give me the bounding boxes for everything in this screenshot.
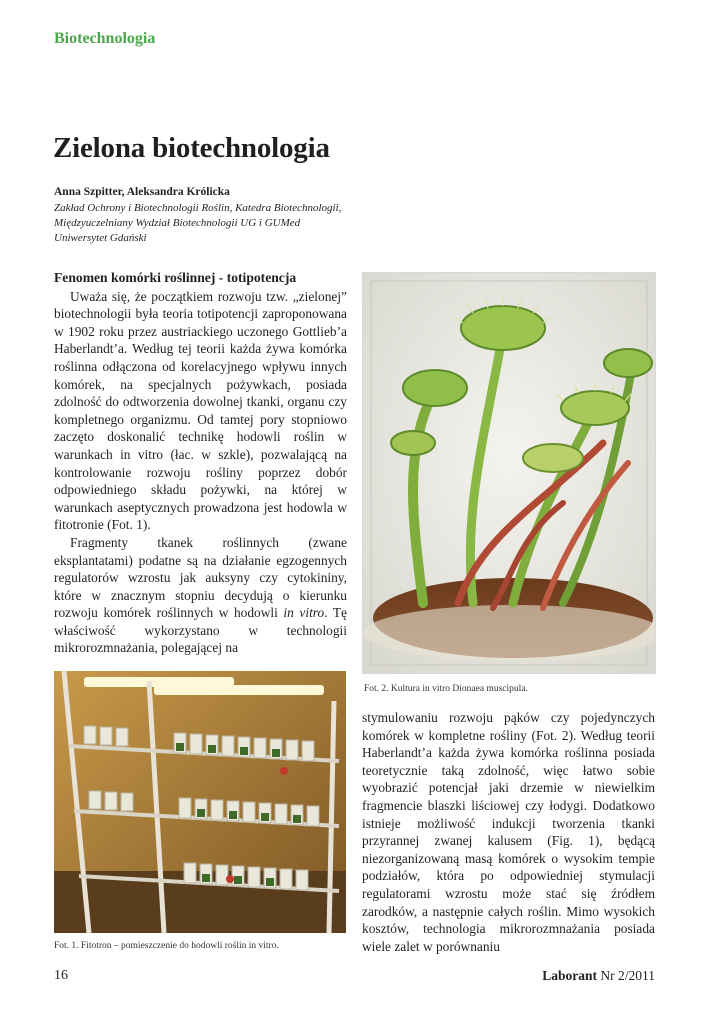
photo-2-caption: Fot. 2. Kultura in vitro Dionaea muscipula.: [364, 684, 528, 694]
photo-phytotron: [54, 671, 346, 933]
paragraph-1: Uważa się, że początkiem rozwoju tzw. „zielonej” biotechnologii była teoria totipotencji zaproponowana w 1902 roku przez austriackiego uczonego Gottlieb’a Haberlandt’a. Według tej teorii każda żywa komórka roślinna odłączona od korelacyjnego wpływu innych komórek, na specjalnych pożywkach, posiada zdolność do odtworzenia dowolnej tkanki, organu czy kompletnego organizmu. Od tamtej pory stopniowo zaczęto doskonalić technikę hodowli roślin w warunkach in vitro (łac. w szkle), pozwalającą na kontrolowanie rozwoju rośliny poprzez dobór odpowiedniego składu pożywki, na której w warunkach aseptycznych prowadzona jest hodowla w fitotronie (Fot. 1).: [54, 288, 347, 533]
affiliation-line: Międzyuczelniany Wydział Biotechnologii UG i GUMed: [54, 217, 301, 229]
journal-footer: [542, 968, 655, 984]
section-label: Biotechnologia: [54, 30, 156, 47]
page-number: 16: [54, 968, 68, 983]
paragraph-2-end: . Tę właściwość wykorzystano w technologii mikrorozmnażania, polegającej na: [54, 605, 348, 656]
affiliation-line: Uniwersytet Gdański: [54, 232, 147, 244]
paragraph-2: [54, 534, 347, 657]
authors: Anna Szpitter, Aleksandra Królicka: [54, 186, 230, 198]
affiliation-line: Zakład Ochrony i Biotechnologii Roślin, Katedra Biotechnologii,: [54, 202, 342, 214]
journal-issue: Nr 2/2011: [600, 968, 655, 983]
photo-dionaea: [362, 272, 656, 674]
article-title: Zielona biotechnologia: [53, 132, 330, 164]
dionaea-illustration: [363, 273, 655, 673]
in-vitro-italic: in vitro: [283, 605, 325, 621]
left-column: [54, 269, 347, 657]
paragraph-3: stymulowaniu rozwoju pąków czy pojedynczych komórek w kompletne rośliny (Fot. 2). Według teorii Haberlandt’a każda żywa komórka roślinna posiada teoretycznie taką zdolność, więc łatwo sobie wyobrazić potencjał jaki drzemie w niewielkim fragmencie blaszki liściowej czy łodygi. Dodatkowo istnieje możliwość indukcji tworzenia tkanki przyrannej zwanej kalusem (Fig. 1), będącą niezorganizowaną masą komórek o wysokim tempie podziałów, która po odpowiedniej stymulacji regulatorami wzrostu może stać się źródłem zarodków, a następnie całych roślin. Mimo wysokich kosztów, technologia mikrorozmnażania posiada wiele zalet w porównaniu: [362, 710, 655, 954]
affiliation: [54, 201, 374, 246]
photo-1-caption: Fot. 1. Fitotron – pomieszczenie do hodowli roślin in vitro.: [54, 941, 279, 951]
phytotron-illustration: [54, 671, 346, 933]
section-heading: Fenomen komórki roślinnej - totipotencja: [54, 270, 297, 285]
right-column: [362, 709, 655, 955]
paragraph-2-text: Fragmenty tkanek roślinnych (zwane eksplantatami) podatne są na działanie egzogennych regulatorów wzrostu jak auksyny czy cytokininy, które w znacznym stopniu decydują o kierunku rozwoju komórek roślinnych w hodowli: [54, 534, 347, 621]
journal-name: Laborant: [542, 968, 597, 983]
